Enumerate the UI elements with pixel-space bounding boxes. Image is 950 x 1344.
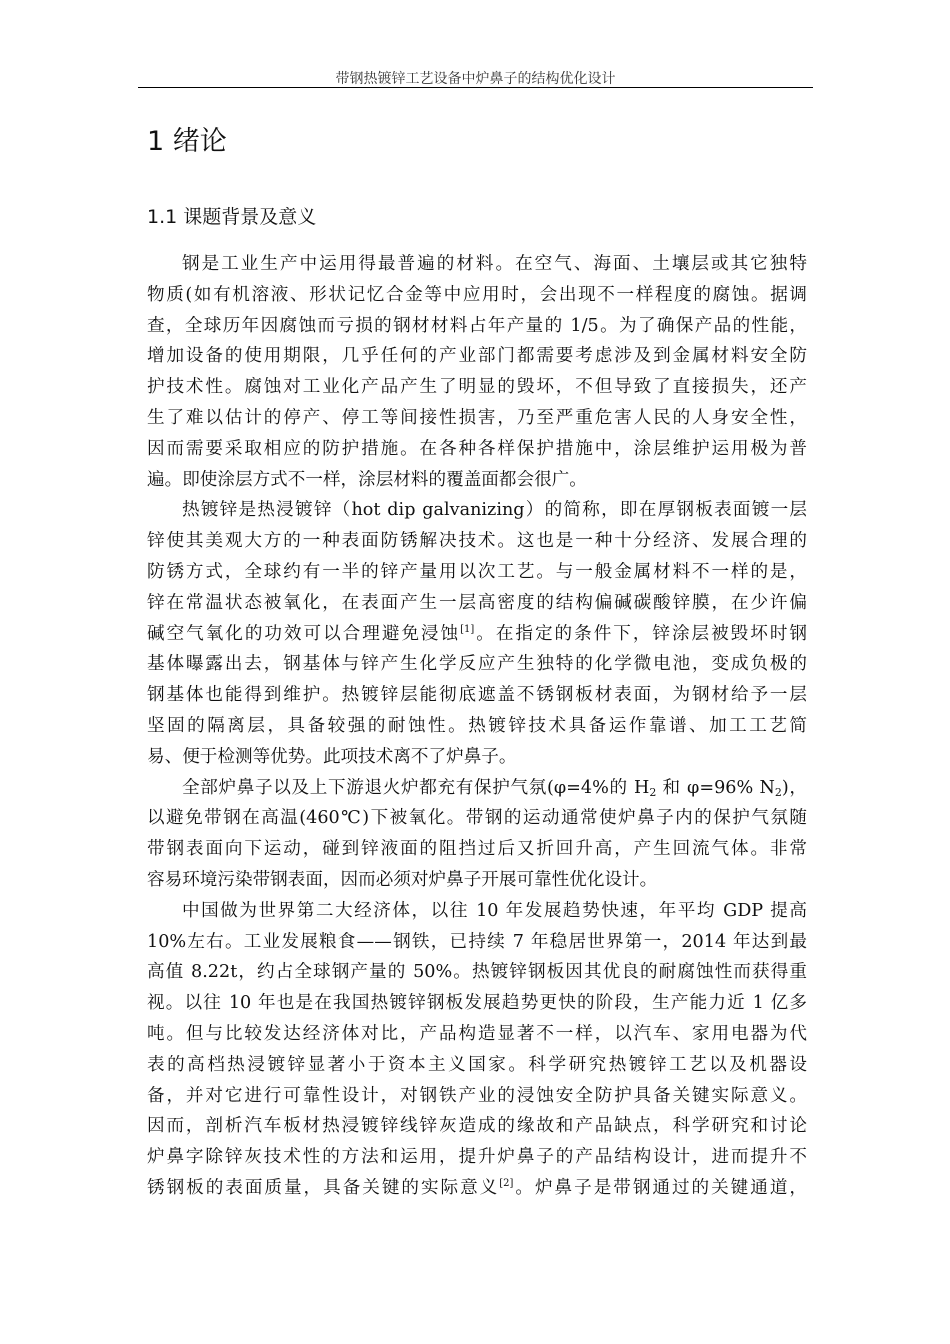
text-line: 锌使其美观大方的一种表面防锈解决技术。这也是一种十分经济、发展合理的 bbox=[147, 531, 807, 552]
text-line: 坚固的隔离层，具备较强的耐蚀性。热镀锌技术具备运作靠谱、加工工艺简 bbox=[147, 715, 807, 736]
text-line: 吨。但与比较发达经济体对比，产品构造显著不一样，以汽车、家用电器为代 bbox=[147, 1023, 807, 1044]
text-line: 视。以往 10 年也是在我国热镀锌钢板发展趋势更快的阶段，生产能力近 1 亿多 bbox=[147, 993, 807, 1014]
chapter-title: 1 绪论 bbox=[147, 126, 227, 157]
text-line: 遍。即使涂层方式不一样，涂层材料的覆盖面都会很广。 bbox=[147, 469, 587, 490]
running-header: 带钢热镀锌工艺设备中炉鼻子的结构优化设计 bbox=[335, 71, 616, 87]
text-line: 高值 8.22t，约占全球钢产量的 50%。热镀锌钢板因其优良的耐腐蚀性而获得重 bbox=[147, 962, 807, 983]
text-run: 全部炉鼻子以及上下游退火炉都充有保护气氛(φ=4%的 H bbox=[182, 777, 650, 798]
citation-ref: [2] bbox=[499, 1177, 514, 1189]
text-line: 备，并对它进行可靠性设计，对钢铁产业的浸蚀安全防护具备关键实际意义。 bbox=[147, 1085, 807, 1106]
text-line: 炉鼻字除锌灰技术性的方法和运用，提升炉鼻子的产品结构设计，进而提升不 bbox=[147, 1147, 807, 1168]
text-line: 带钢表面向下运动，碰到锌液面的阻挡过后又折回升高，产生回流气体。非常 bbox=[147, 839, 807, 860]
text-line: 防锈方式，全球约有一半的锌产量用以次工艺。与一般金属材料不一样的是， bbox=[147, 561, 807, 582]
text-run: 和 φ=96% N bbox=[656, 777, 775, 798]
text-line: 锌在常温状态被氧化，在表面产生一层高密度的结构偏碱碳酸锌膜，在少许偏 bbox=[147, 592, 807, 613]
text-run: 。在指定的条件下，锌涂层被毁坏时钢 bbox=[474, 623, 807, 644]
text-line: 因而需要采取相应的防护措施。在各种各样保护措施中，涂层维护运用极为普 bbox=[147, 438, 807, 459]
text-line-with-citation bbox=[147, 1173, 807, 1204]
subscript: 2 bbox=[649, 785, 657, 799]
text-line: 因而，剖析汽车板材热浸镀锌线锌灰造成的缘故和产品缺点，科学研究和讨论 bbox=[147, 1116, 807, 1137]
text-line: 基体曝露出去，钢基体与锌产生化学反应产生独特的化学微电池，变成负极的 bbox=[147, 654, 807, 675]
text-line: 以避免带钢在高温(460℃)下被氧化。带钢的运动通常使炉鼻子内的保护气氛随 bbox=[147, 808, 807, 829]
text-line: 物质(如有机溶液、形状记忆合金等中应用时，会出现不一样程度的腐蚀。据调 bbox=[147, 284, 807, 305]
text-line: 易、便于检测等优势。此项技术离不了炉鼻子。 bbox=[147, 746, 517, 767]
text-line-with-formula bbox=[147, 773, 807, 804]
text-line: 钢基体也能得到维护。热镀锌层能彻底遮盖不锈钢板材表面，为钢材给予一层 bbox=[147, 685, 807, 706]
body-text bbox=[147, 249, 807, 1204]
header-rule bbox=[138, 87, 813, 88]
section-title: 1.1 课题背景及意义 bbox=[147, 206, 317, 228]
text-line: 钢是工业生产中运用得最普遍的材料。在空气、海面、土壤层或其它独特 bbox=[182, 254, 807, 274]
subscript: 2 bbox=[774, 785, 782, 799]
text-line: 容易环境污染带钢表面，因而必须对炉鼻子开展可靠性优化设计。 bbox=[147, 869, 658, 890]
text-line: 中国做为世界第二大经济体，以往 10 年发展趋势快速，年平均 GDP 提高 bbox=[182, 900, 807, 921]
text-line: 增加设备的使用期限，几乎任何的产业部门都需要考虑涉及到金属材料安全防 bbox=[147, 346, 807, 367]
text-run: 。炉鼻子是带钢通过的关键通道， bbox=[513, 1177, 807, 1198]
text-line: 生了难以估计的停产、停工等间接性损害，乃至严重危害人民的人身安全性， bbox=[147, 407, 807, 428]
text-line: 护技术性。腐蚀对工业化产品产生了明显的毁坏，不但导致了直接损失，还产 bbox=[147, 377, 807, 398]
citation-ref: [1] bbox=[460, 623, 475, 635]
text-line: 查，全球历年因腐蚀而亏损的钢材材料占年产量的 1/5。为了确保产品的性能， bbox=[147, 315, 807, 336]
text-run: )， bbox=[781, 777, 807, 798]
text-line-with-citation bbox=[147, 619, 807, 650]
text-run: 碱空气氧化的功效可以合理避免浸蚀 bbox=[147, 623, 461, 644]
text-line: 表的高档热浸镀锌显著小于资本主义国家。科学研究热镀锌工艺以及机器设 bbox=[147, 1054, 807, 1075]
text-line: 热镀锌是热浸镀锌（hot dip galvanizing）的简称，即在厚钢板表面镀一层 bbox=[182, 500, 807, 521]
text-run: 锈钢板的表面质量，具备关键的实际意义 bbox=[147, 1177, 500, 1198]
text-line: 10%左右。工业发展粮食——钢铁，已持续 7 年稳居世界第一，2014 年达到最 bbox=[147, 931, 807, 952]
